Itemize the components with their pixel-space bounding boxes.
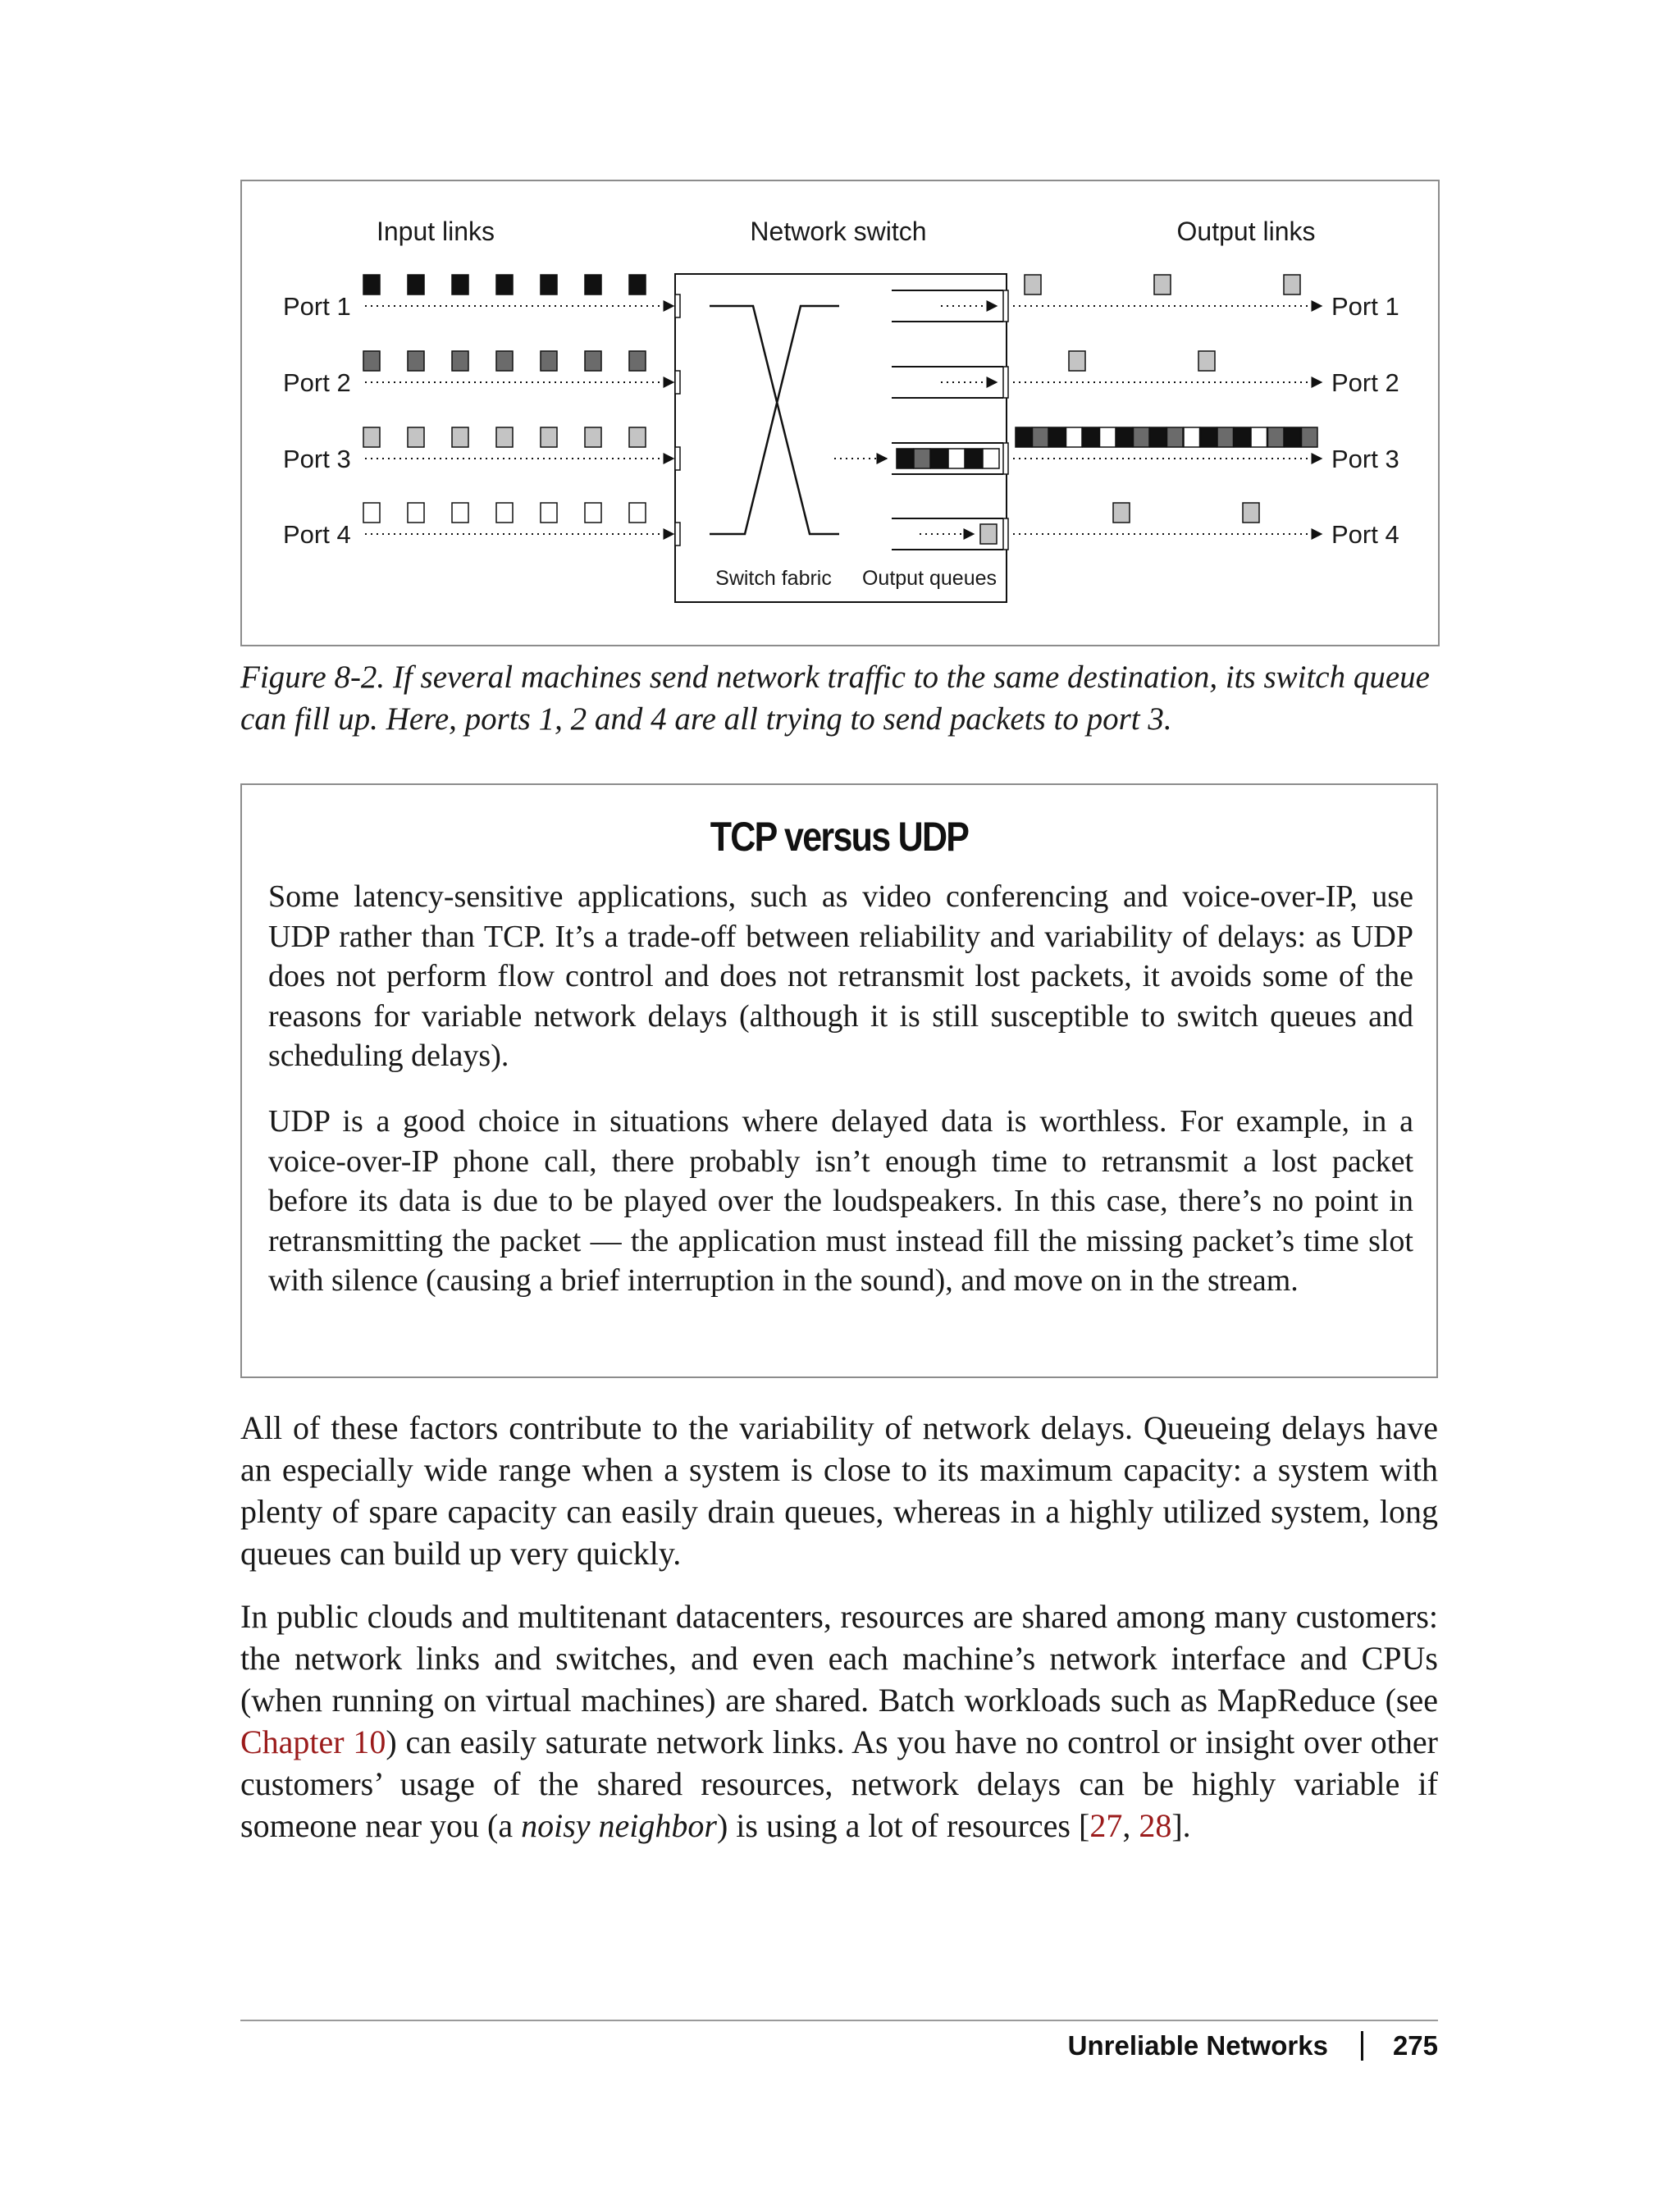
queued-packet xyxy=(966,449,982,468)
switch-input-stub xyxy=(675,523,680,546)
output-port-label: Port 2 xyxy=(1331,368,1399,397)
output-packet xyxy=(1251,427,1267,447)
output-packet xyxy=(1134,427,1150,447)
output-port-label: Port 1 xyxy=(1331,292,1399,321)
input-packet xyxy=(452,275,468,294)
output-packet xyxy=(1268,427,1285,447)
switch-fabric-label: Switch fabric xyxy=(715,567,832,590)
input-packet xyxy=(629,503,646,523)
input-packet xyxy=(408,275,424,294)
input-port-label: Port 4 xyxy=(283,520,351,549)
switch-box xyxy=(675,274,1007,602)
input-packet xyxy=(496,503,513,523)
footer-section-title: Unreliable Networks xyxy=(1067,2030,1328,2061)
output-packet xyxy=(1167,427,1184,447)
output-packet xyxy=(1113,503,1130,523)
output-packet xyxy=(1016,427,1032,447)
input-packet xyxy=(408,351,424,371)
input-packet xyxy=(452,503,468,523)
queued-packet xyxy=(897,449,913,468)
output-packet xyxy=(1235,427,1251,447)
network-switch-header: Network switch xyxy=(750,217,927,246)
sidebar-tcp-vs-udp xyxy=(240,783,1438,1378)
output-port-label: Port 3 xyxy=(1331,445,1399,473)
output-packet xyxy=(1243,503,1259,523)
output-packet xyxy=(1284,275,1300,294)
output-queues-label: Output queues xyxy=(861,567,998,590)
fabric-line-port1-to-port3 xyxy=(710,306,839,534)
output-packet xyxy=(1083,427,1099,447)
switch-input-stub xyxy=(675,294,680,317)
switch-diagram xyxy=(242,181,1441,648)
switch-input-stub xyxy=(675,447,680,470)
output-packet xyxy=(1116,427,1133,447)
input-packet xyxy=(408,427,424,447)
output-packet xyxy=(1285,427,1301,447)
output-packet xyxy=(1049,427,1066,447)
input-packet xyxy=(585,503,601,523)
input-port-label: Port 3 xyxy=(283,445,351,473)
output-links-header: Output links xyxy=(1176,217,1316,246)
fabric-line-port4-to-port3 xyxy=(710,306,839,534)
queued-packet xyxy=(931,449,947,468)
sidebar-paragraph-2: UDP is a good choice in situations where delayed data is worthless. For example, in a voice-over-IP phone call, there probably isn’t enough time to retransmit a lost packet before its data is due to be played over the loudspeakers. In this case, there’s no point in retransmitting the packet — the application must instead fill the missing packet’s time slot with silence (causing a brief interruption in the sound), and move on in the stream. xyxy=(268,1104,1413,1298)
output-packet xyxy=(1025,275,1041,294)
page-footer xyxy=(1068,2030,1438,2061)
queue-exit-stub xyxy=(1003,290,1008,322)
switch-input-stub xyxy=(675,371,680,394)
output-packet xyxy=(1184,427,1200,447)
noisy-neighbor-term: noisy neighbor xyxy=(521,1807,717,1844)
figure-network-switch xyxy=(240,180,1440,646)
input-packet xyxy=(541,503,557,523)
input-packet xyxy=(363,351,380,371)
sidebar-title: TCP versus UDP xyxy=(710,814,969,860)
output-packet xyxy=(1217,427,1234,447)
input-packet xyxy=(408,503,424,523)
queued-packet xyxy=(983,449,999,468)
body-paragraph-1: All of these factors contribute to the variability of network delays. Queueing delays have an especially wide range when a system is close to its maximum capacity: a system with plenty of spare capacity can easily drain queues, whereas in a highly utilized system, long queues can build up very quickly. xyxy=(240,1409,1438,1572)
body-paragraph-2-text-d: ]. xyxy=(1171,1807,1191,1844)
input-packet xyxy=(541,275,557,294)
footer-rule xyxy=(240,2020,1438,2021)
queued-packet xyxy=(948,449,965,468)
input-packet xyxy=(363,503,380,523)
input-packet xyxy=(452,351,468,371)
reference-28-link[interactable]: 28 xyxy=(1139,1807,1172,1844)
input-port-label: Port 1 xyxy=(283,292,351,321)
output-packet xyxy=(1033,427,1049,447)
queue-exit-stub xyxy=(1003,367,1008,398)
sidebar-paragraph-1: Some latency-sensitive applications, such as video conferencing and voice-over-IP, use UDP rather than TCP. It’s a trade-off between reliability and variability of delays: as UDP does not perform flow control and does not retransmit lost packets, it avoids some of the reasons for variable network delays (although it is still susceptible to switch queues and scheduling delays). xyxy=(268,879,1413,1073)
figure-caption xyxy=(240,656,1446,740)
body-paragraph-2-text-c: ) is using a lot of resources [ xyxy=(716,1807,1090,1844)
output-packet xyxy=(1069,351,1085,371)
body-paragraph-2-text-a: In public clouds and multitenant datacenters, resources are shared among many customers: the network links and switches, and even each machine’s network interface and CPUs (when running on virtual machines) are shared. Batch workloads such as MapReduce (see xyxy=(240,1598,1438,1719)
queue-exit-stub xyxy=(1003,443,1008,474)
chapter-10-link[interactable]: Chapter 10 xyxy=(240,1723,386,1760)
output-packet xyxy=(1066,427,1083,447)
input-packet xyxy=(496,275,513,294)
queued-packet xyxy=(980,524,997,544)
queued-packet xyxy=(914,449,930,468)
input-packet xyxy=(496,351,513,371)
output-packet xyxy=(1201,427,1217,447)
input-packet xyxy=(541,351,557,371)
input-packet xyxy=(585,351,601,371)
input-packet xyxy=(629,351,646,371)
input-packet xyxy=(363,427,380,447)
output-packet xyxy=(1302,427,1318,447)
input-packet xyxy=(629,275,646,294)
input-packet xyxy=(585,427,601,447)
output-packet xyxy=(1154,275,1171,294)
figure-caption-text: If several machines send network traffic to the same destination, its switch queue can fill up. Here, ports 1, 2 and 4 are all trying to send packets to port 3. xyxy=(240,660,1430,737)
input-packet xyxy=(363,275,380,294)
input-packet xyxy=(629,427,646,447)
queue-exit-stub xyxy=(1003,518,1008,550)
body-paragraph-2-text-b: ) can easily saturate network links. As you have no control or insight over other customers’ usage of the shared resources, network delays can be highly variable if someone near you (a xyxy=(240,1723,1438,1844)
reference-27-link[interactable]: 27 xyxy=(1089,1807,1123,1844)
reference-separator: , xyxy=(1122,1807,1139,1844)
output-packet xyxy=(1150,427,1166,447)
input-packet xyxy=(541,427,557,447)
footer-separator xyxy=(1361,2031,1363,2061)
page-number: 275 xyxy=(1392,2030,1438,2061)
output-packet xyxy=(1198,351,1215,371)
input-packet xyxy=(496,427,513,447)
input-links-header: Input links xyxy=(376,217,495,246)
figure-label: Figure 8-2. xyxy=(240,660,386,695)
output-packet xyxy=(1100,427,1116,447)
input-port-label: Port 2 xyxy=(283,368,351,397)
body-paragraph-2 xyxy=(240,1596,1438,1847)
input-packet xyxy=(452,427,468,447)
output-port-label: Port 4 xyxy=(1331,520,1399,549)
input-packet xyxy=(585,275,601,294)
